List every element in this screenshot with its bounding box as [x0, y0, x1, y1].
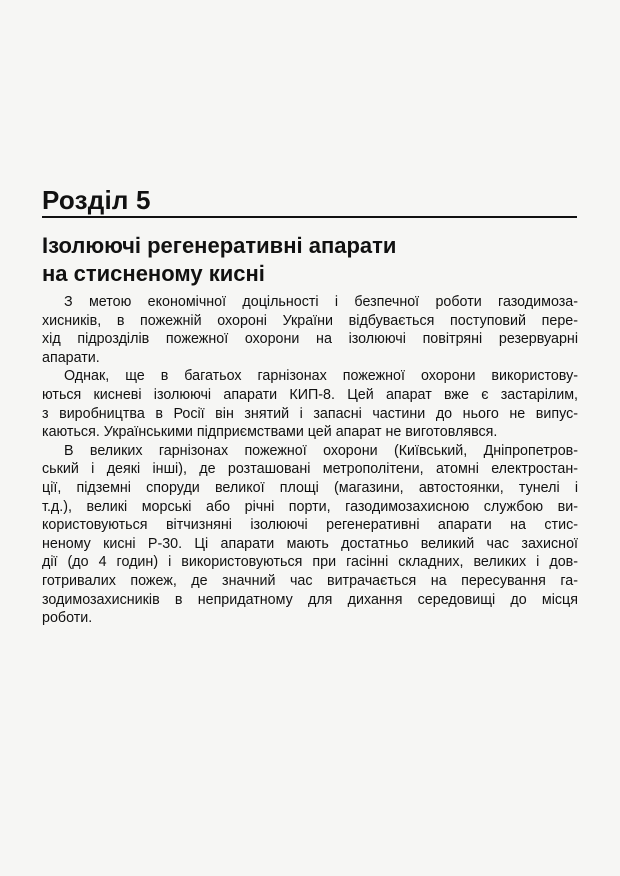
- body-text: [42, 293, 578, 628]
- text-line: хисників, в пожежній охороні України відбувається поступовий пере-: [42, 312, 578, 329]
- section-title-line: Ізолюючі регенеративні апарати: [42, 233, 397, 258]
- paragraph: [42, 442, 578, 628]
- section-title: [42, 232, 582, 288]
- text-line: хід підрозділів пожежної охорони на ізолюючі повітряні резервуарні: [42, 331, 578, 348]
- text-line: каються. Українськими підприємствами цей апарат не виготовлявся.: [42, 424, 498, 441]
- text-line: т.д.), великі морські або річні порти, газодимозахисною службою ви-: [42, 498, 578, 515]
- text-line: апарати.: [42, 349, 100, 366]
- text-line: ції, підземні споруди великої площі (магазини, автостоянки, тунелі і: [42, 479, 578, 496]
- text-line: ються кисневі ізолюючі апарати КИП-8. Цей апарат вже є застарілим,: [42, 386, 578, 403]
- text-line: дії (до 4 годин) і використовуються при гасінні складних, великих і дов-: [42, 554, 578, 571]
- chapter-divider: [42, 216, 577, 218]
- text-line: ський і деякі інші), де розташовані метрополітени, атомні електростан-: [42, 461, 578, 478]
- text-line: готривалих пожеж, де значний час витрачається на пересування га-: [42, 572, 578, 589]
- text-line: Однак, ще в багатьох гарнізонах пожежної охорони використову-: [64, 368, 578, 385]
- chapter-heading: Розділ 5: [42, 185, 151, 215]
- paragraph: [42, 293, 578, 367]
- text-line: зодимозахисників в непридатному для дихання середовищі до місця: [42, 591, 578, 608]
- text-line: В великих гарнізонах пожежної охорони (Київський, Дніпропетров-: [64, 442, 578, 459]
- text-line: неному кисні Р-30. Ці апарати мають достатньо великий час захисної: [42, 535, 578, 552]
- text-line: користовуються вітчизняні ізолюючі регенеративні апарати на стис-: [42, 517, 578, 534]
- text-line: з виробництва в Росії він знятий і запасні частини до нього не випус-: [42, 405, 578, 422]
- section-title-line: на стисненому кисні: [42, 261, 265, 286]
- paragraph: [42, 367, 578, 441]
- text-line: З метою економічної доцільності і безпечної роботи газодимоза-: [64, 294, 578, 310]
- text-line: роботи.: [42, 610, 93, 627]
